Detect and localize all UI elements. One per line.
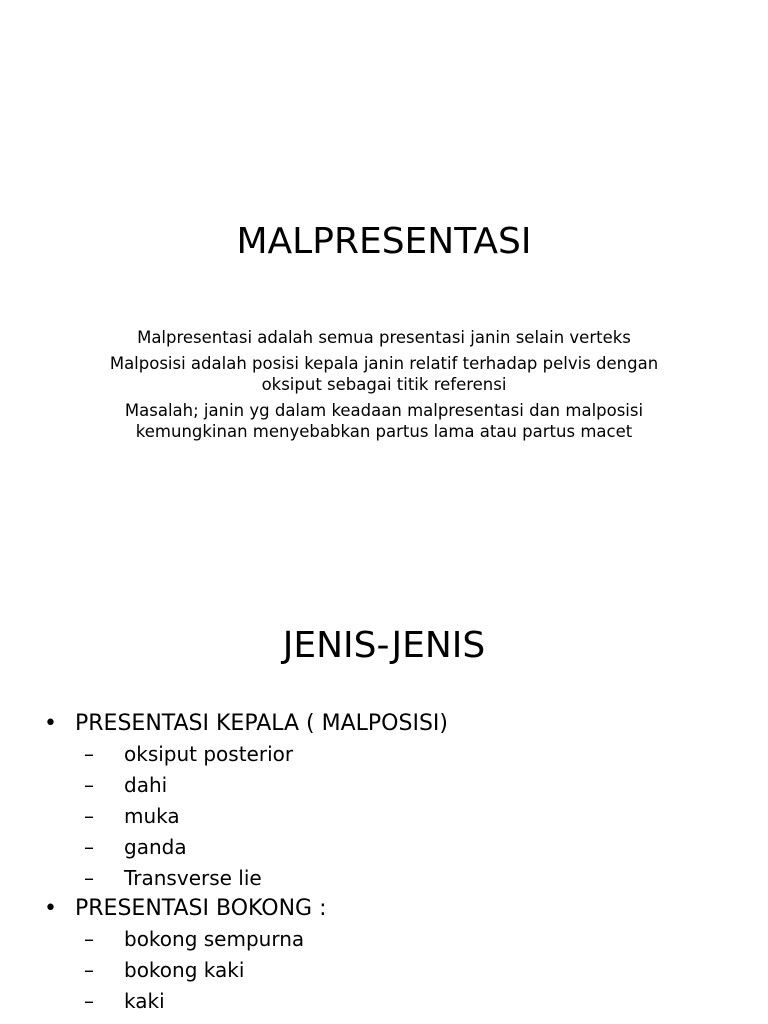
dash-marker: – bbox=[84, 958, 94, 982]
sub-list-item: – Transverse lie bbox=[84, 863, 744, 894]
slide-title: MALPRESENTASI bbox=[236, 221, 532, 262]
dash-marker: – bbox=[84, 835, 94, 859]
subtitle-paragraph: Masalah; janin yg dalam keadaan malpresentasi dan malposisi kemungkinan menyebabkan partus lama atau partus macet bbox=[124, 401, 644, 441]
bullet-item bbox=[44, 709, 744, 894]
slide-title: JENIS-JENIS bbox=[282, 625, 486, 666]
sub-list-item: – kaki bbox=[84, 986, 744, 1017]
dash-marker: – bbox=[84, 804, 94, 828]
bullet-item bbox=[44, 894, 744, 1017]
sub-list-item: – bokong kaki bbox=[84, 955, 744, 986]
sub-list-item: – bokong sempurna bbox=[84, 924, 744, 955]
sub-list-item: – ganda bbox=[84, 832, 744, 863]
dash-marker: – bbox=[84, 866, 94, 890]
subtitle-paragraph: Malposisi adalah posisi kepala janin relatif terhadap pelvis dengan oksiput sebagai titik referensi bbox=[109, 354, 659, 394]
dash-marker: – bbox=[84, 742, 94, 766]
slide-subtitle bbox=[100, 327, 668, 447]
bullet-label: PRESENTASI KEPALA ( MALPOSISI) bbox=[75, 711, 448, 736]
sub-list-item: – oksiput posterior bbox=[84, 739, 744, 770]
bullet-marker: • bbox=[44, 896, 57, 921]
bullet-label: PRESENTASI BOKONG : bbox=[75, 896, 327, 921]
sub-list-item: – muka bbox=[84, 801, 744, 832]
sub-list bbox=[75, 924, 744, 1017]
dash-marker: – bbox=[84, 989, 94, 1013]
dash-marker: – bbox=[84, 927, 94, 951]
subtitle-paragraph: Malpresentasi adalah semua presentasi janin selain verteks bbox=[137, 328, 631, 347]
sub-list bbox=[75, 739, 744, 894]
slide-jenis-jenis bbox=[0, 576, 768, 1024]
dash-marker: – bbox=[84, 773, 94, 797]
bullet-list bbox=[44, 709, 744, 1017]
bullet-marker: • bbox=[44, 711, 57, 736]
sub-list-item: – dahi bbox=[84, 770, 744, 801]
